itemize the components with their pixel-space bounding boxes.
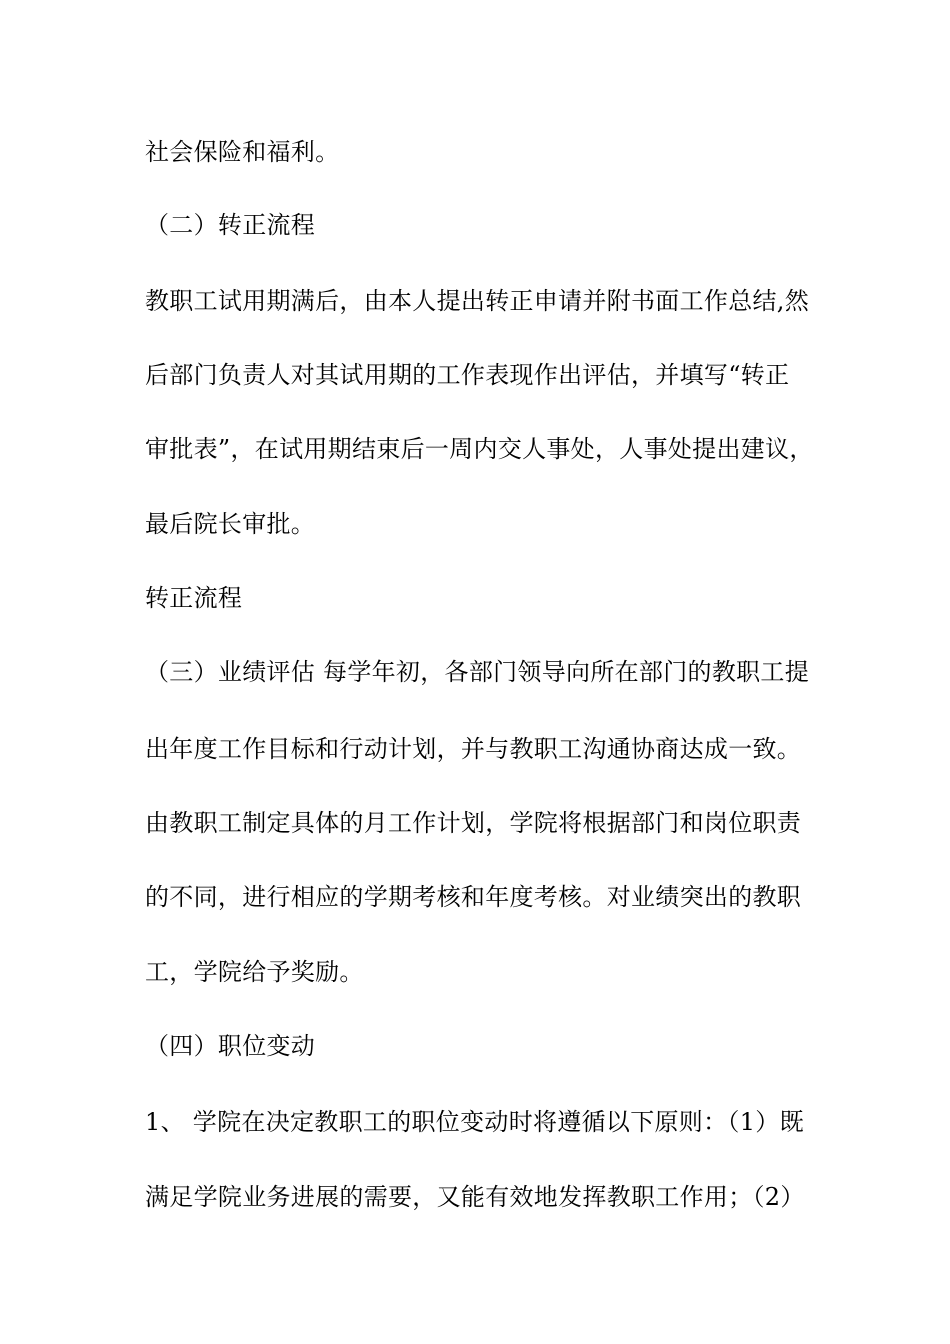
text-line: 1、 学院在决定教职工的职位变动时将遵循以下原则：（1）既 xyxy=(145,1108,804,1136)
text-line: 社会保险和福利。 xyxy=(145,138,340,166)
text-line: 的不同，进行相应的学期考核和年度考核。对业绩突出的教职 xyxy=(145,883,802,911)
text-line: 由教职工制定具体的月工作计划，学院将根据部门和岗位职责 xyxy=(145,809,802,837)
text-line: 工，学院给予奖励。 xyxy=(145,958,364,986)
text-line: 教职工试用期满后，由本人提出转正申请并附书面工作总结,然 xyxy=(145,287,810,315)
text-line: 出年度工作目标和行动计划，并与教职工沟通协商达成一致。 xyxy=(145,735,802,763)
section-heading: （四）职位变动 xyxy=(145,1032,316,1060)
section-heading: （二）转正流程 xyxy=(145,211,316,239)
text-line: 后部门负责人对其试用期的工作表现作出评估，并填写“转正 xyxy=(145,361,790,389)
text-line: 满足学院业务进展的需要，又能有效地发挥教职工作用；（2） xyxy=(145,1183,805,1211)
text-line: 最后院长审批。 xyxy=(145,510,316,538)
text-line: 审批表”，在试用期结束后一周内交人事处，人事处提出建议， xyxy=(145,435,814,463)
section-heading: （三）业绩评估 每学年初，各部门领导向所在部门的教职工提 xyxy=(145,658,810,686)
text-line: 转正流程 xyxy=(145,584,243,612)
